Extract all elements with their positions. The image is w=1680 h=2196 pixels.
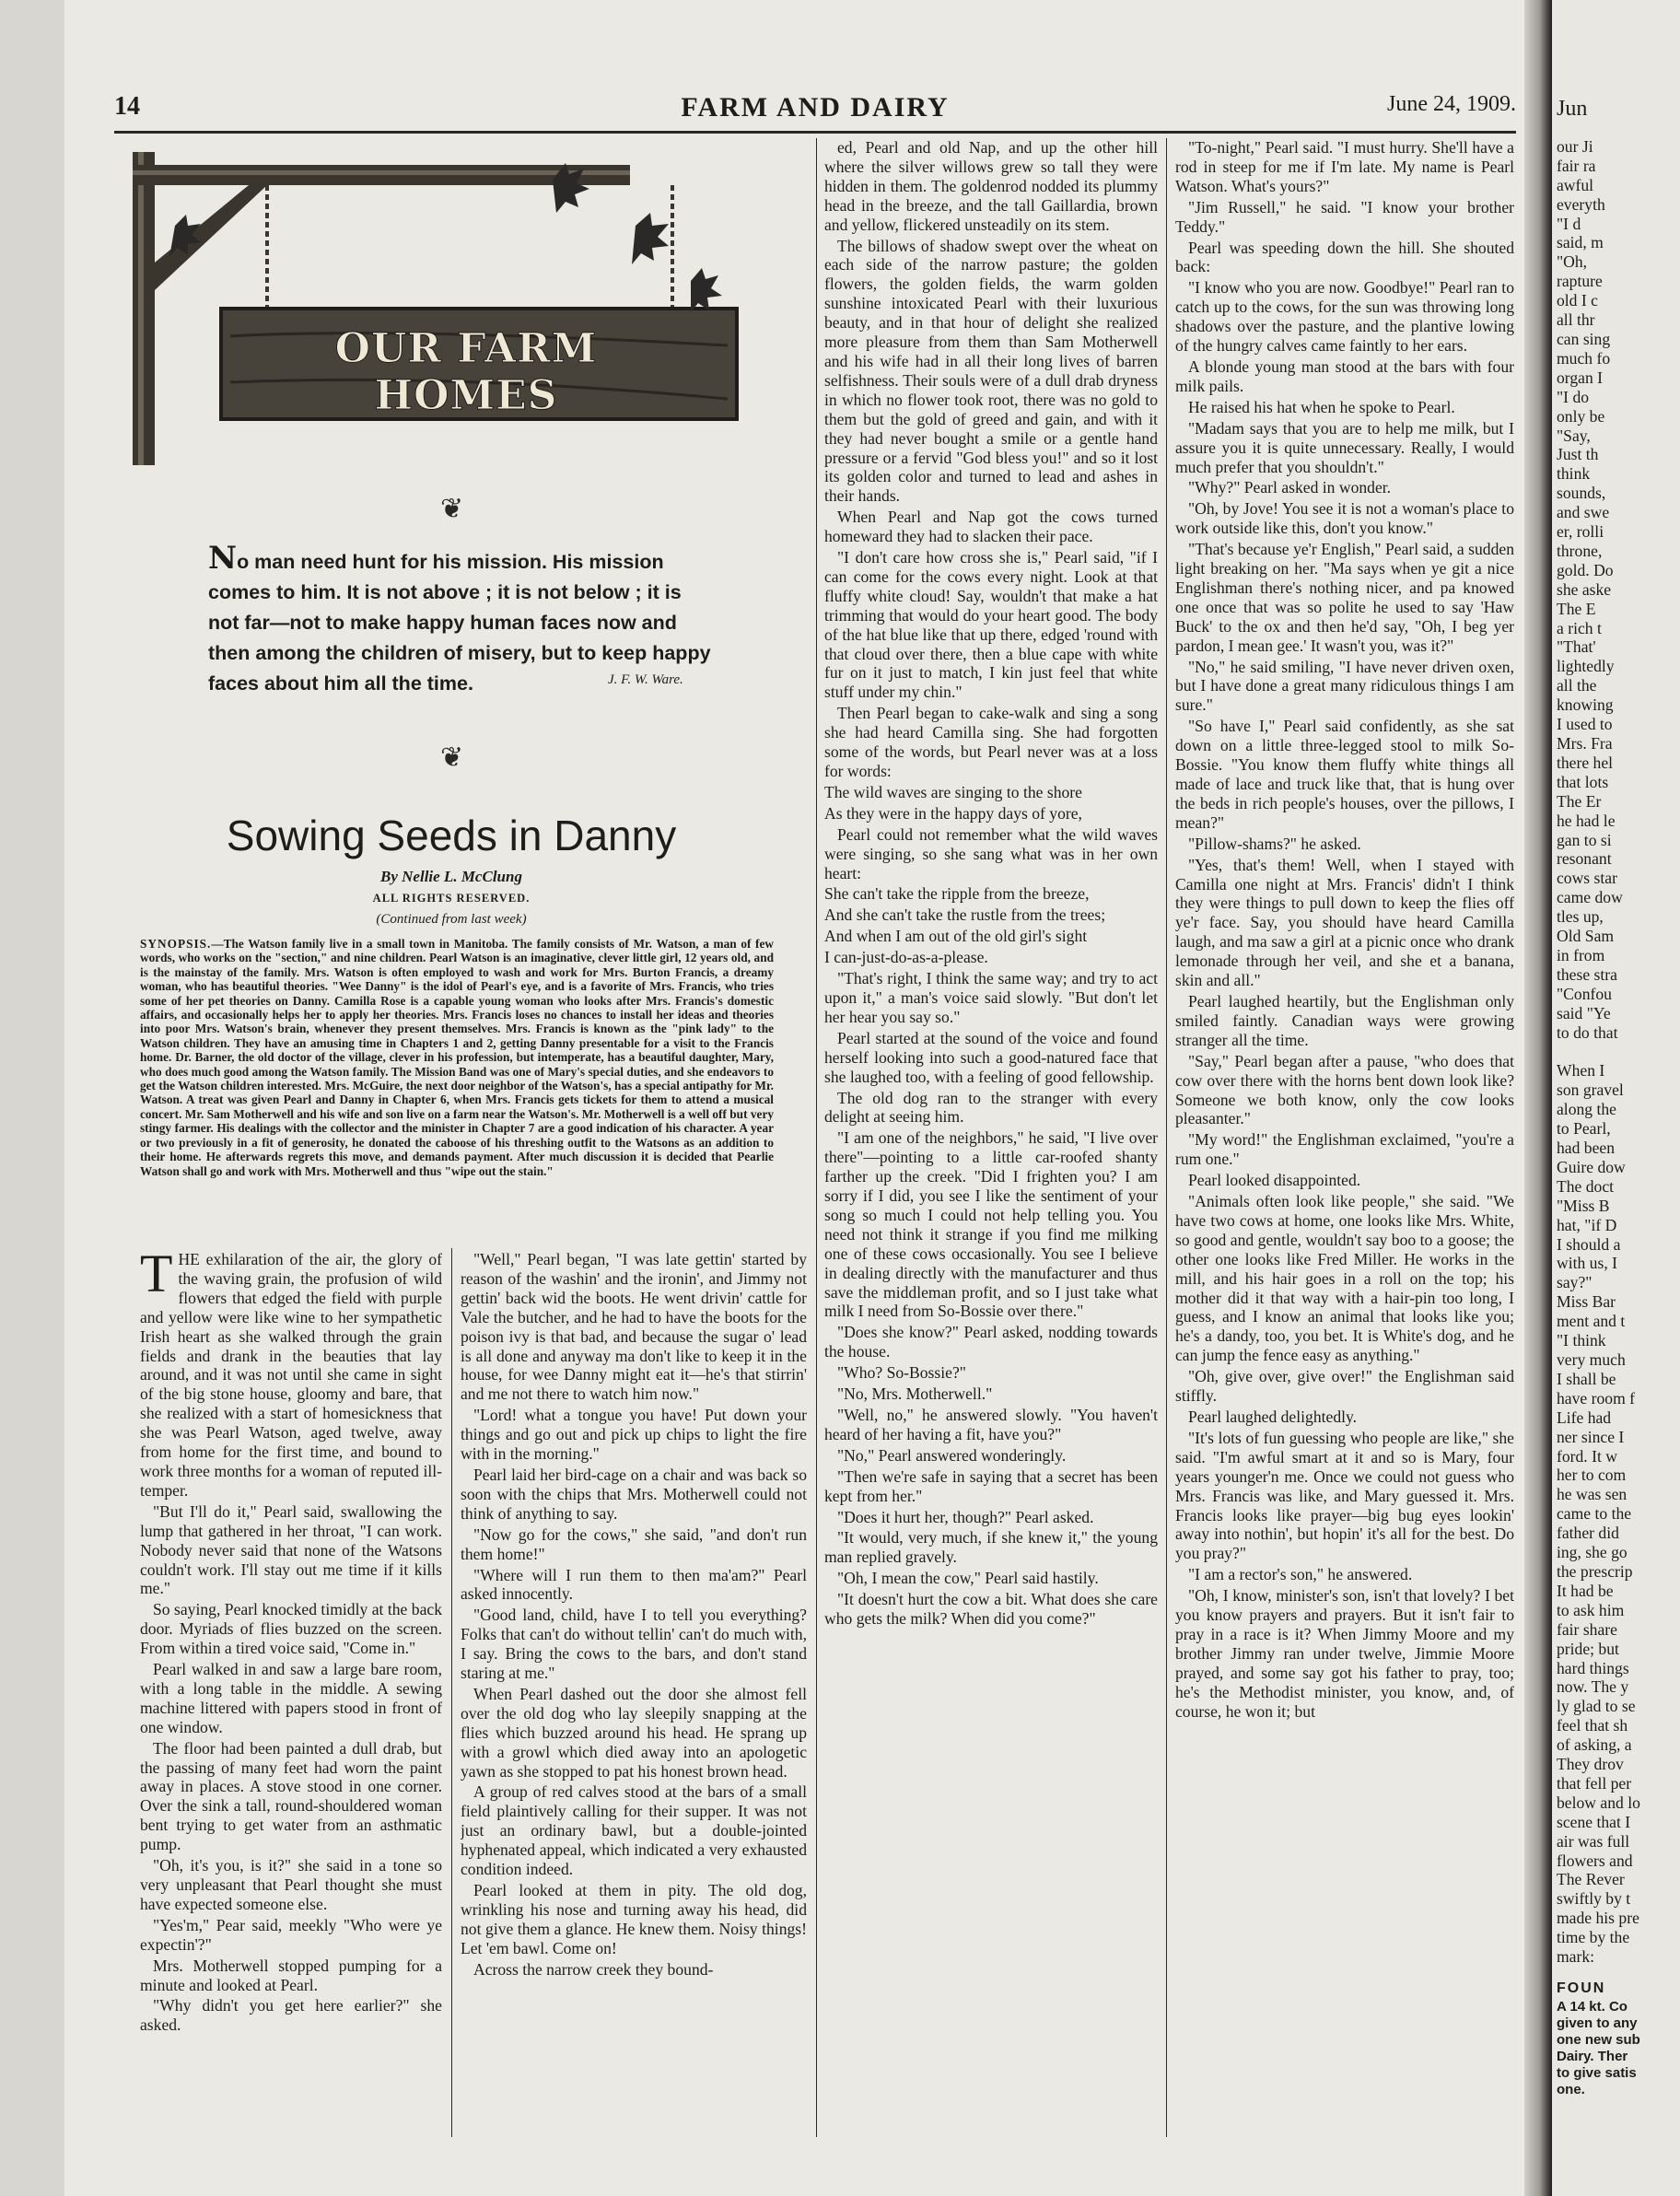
fragment-line: "I d [1557, 214, 1581, 233]
paragraph: The billows of shadow swept over the wheat on each side of the narrow pasture; the golden flowers, the golden fields, the warm golden sunshine intoxicated Pearl with their luxurious beauty, and in that hour of delight she realized more pleasure from them than Sam Motherwell and his wife had in all their long lives of barren selfishness. Their souls were of a dull drab dryness in which no flower took root, there was no gold to them but the gold of greed and gain, and with it they had never bought a smile or a gentle hand pressure or a fervid "God bless you!" and so it lost its golden color and turned to lead and ashes in their hands. [824, 236, 1158, 506]
fragment-line: ment and t [1557, 1312, 1626, 1331]
paragraph: "Why didn't you get here earlier?" she asked. [140, 1996, 442, 2035]
fragment-line: resonant [1557, 849, 1612, 869]
fragment-line: along the [1557, 1100, 1616, 1119]
paragraph: "Oh, by Jove! You see it is not a woman's place to work outside like this, don't you know." [1175, 499, 1514, 538]
fragment-line: had been [1557, 1139, 1616, 1158]
paragraph: THE exhilaration of the air, the glory of the waving grain, the profusion of wild flowers that edged the field with purple and yellow were like wine to her sympathetic Irish heart as she walked through the grain fields and drank in the beauties that lay around, and it was not until she came in sight of the big stone house, gloomy and bare, that she realized with a start of homesickness that she was Pearl Watson, aged twelve, away from home for the first time, and bound to work three months for a woman of reputed ill-temper. [140, 1250, 442, 1500]
quote-initial: N [208, 540, 238, 577]
paragraph: "I don't care how cross she is," Pearl said, "if I can come for the cows every night. Look at that fluffy white cloud! Say, wouldn't that make a hat trimming that would do your heart good. The body of the hat blue like that up there, edged 'round with that cloud over there, then a blue cape with white fur on it just to match, I kin just feel that white stuff under my chin." [824, 548, 1158, 702]
fragment-line: think [1557, 464, 1591, 484]
paragraph: "It would, very much, if she knew it," the young man replied gravely. [824, 1528, 1158, 1567]
fragment-line: these stra [1557, 964, 1617, 984]
paragraph: "Pillow-shams?" he asked. [1188, 834, 1361, 853]
paragraph: The old dog ran to the stranger with every delight at seeing him. [824, 1088, 1158, 1127]
column-rule [816, 138, 817, 2137]
fragment-line: The Rever [1557, 1870, 1625, 1889]
left-margin [0, 0, 64, 2196]
paragraph: "Madam says that you are to help me milk, but I assure you it is quite unnecessary. Really, I would much prefer that you shouldn't." [1175, 418, 1514, 476]
maple-leaf-icon: ❦ [440, 742, 464, 773]
quote-text: o man need hunt for his mission. His mission comes to him. It is not above ; it is not below ; it is not far—not to make happy human faces now and then among the children of misery, but to keep happy faces about him all the time. [208, 551, 711, 695]
fragment-line: Miss Bar [1557, 1292, 1616, 1312]
next-page-fragment [1557, 99, 1680, 2126]
fragment-line: to Pearl, [1557, 1119, 1611, 1139]
paragraph: Mrs. Motherwell stopped pumping for a minute and looked at Pearl. [140, 1956, 442, 1994]
fragment-line: with us, I [1557, 1254, 1617, 1273]
story-synopsis [140, 937, 774, 1241]
paragraph: A blonde young man stood at the bars with four milk pails. [1175, 356, 1514, 395]
fragment-line: to do that [1557, 1022, 1618, 1042]
fragment-line: that lots [1557, 772, 1609, 791]
publication-title: FARM AND DAIRY [681, 92, 950, 123]
fragment-line: came to the [1557, 1504, 1632, 1524]
notice-line: one new sub [1557, 2031, 1640, 2048]
notice-heading: FOUN [1557, 1980, 1606, 1996]
sign-lettering: OUR FARM HOMES [334, 325, 598, 419]
fragment-line: They drov [1557, 1755, 1624, 1774]
paragraph: "Now go for the cows," she said, "and don't run them home!" [461, 1524, 807, 1563]
fragment-line: say?" [1557, 1273, 1592, 1292]
fragment-line: time by the [1557, 1928, 1630, 1947]
fragment-line: to ask him [1557, 1600, 1625, 1619]
fragment-line: "Confou [1557, 984, 1612, 1003]
fragment-line: a rich t [1557, 618, 1602, 637]
paragraph: Across the narrow creek they bound- [473, 1959, 714, 1979]
drop-cap: T [140, 1250, 173, 1303]
fragment-line [1557, 1043, 1680, 1062]
paragraph: "Does she know?" Pearl asked, nodding towards the house. [824, 1323, 1158, 1361]
paragraph: And when I am out of the old girl's sight [824, 927, 1088, 946]
fragment-line: sounds, [1557, 484, 1606, 503]
paragraph: She can't take the ripple from the breeze, [824, 884, 1090, 904]
fragment-line: ford. It w [1557, 1446, 1617, 1466]
paragraph: Pearl could not remember what the wild waves were singing, so she sang what was in her own heart: [824, 824, 1158, 882]
notice-line: one. [1557, 2081, 1585, 2097]
fragment-line: hard things [1557, 1658, 1629, 1677]
fragment-line: The E [1557, 599, 1596, 618]
page-number: 14 [114, 92, 140, 121]
fragment-line: "Say, [1557, 426, 1591, 445]
paragraph: Pearl walked in and saw a large bare room, with a long table in the middle. A sewing machine littered with papers stood in front of one window. [140, 1660, 442, 1736]
fragment-line: Mrs. Fra [1557, 734, 1613, 753]
maple-leaf-icon: ❦ [440, 494, 464, 524]
paragraph: ed, Pearl and old Nap, and up the other hill where the silver willows grew so tall they were hidden in them. The goldenrod nodded its plummy head in the breeze, and the tall Gaillardia, brown and yellow, flickered unsteadily on its stem. [824, 138, 1158, 234]
paragraph: The wild waves are singing to the shore [824, 782, 1082, 801]
paragraph: "Lord! what a tongue you have! Put down your things and go out and pick up chips to light the fire with in the morning." [461, 1406, 807, 1464]
paragraph: "It's lots of fun guessing who people are like," she said. "I'm awful smart at it and so is Mary, four years younger'n me. Once we could not guess who Mrs. Francis was like, and Mary guessed it. Mrs. Francis looks like prayer—big bug eyes lookin' away into nothin', but hopin' it's all for the best. Do you pray?" [1175, 1428, 1514, 1563]
paragraph: So saying, Pearl knocked timidly at the back door. Myriads of flies buzzed on the screen. From within a tired voice said, "Come in." [140, 1600, 442, 1658]
continued-note: (Continued from last week) [376, 912, 527, 927]
fragment-line: feel that sh [1557, 1716, 1628, 1735]
fragment-line: ing, she go [1557, 1543, 1628, 1562]
paragraph: "Oh, give over, give over!" the Englishman said stiffly. [1175, 1367, 1514, 1406]
paragraph: When Pearl and Nap got the cows turned homeward they had to slacken their pace. [824, 508, 1158, 546]
fragment-line: old I c [1557, 291, 1598, 310]
synopsis-label: SYNOPSIS. [140, 937, 212, 951]
fragment-line: came dow [1557, 888, 1623, 907]
rights-notice: ALL RIGHTS RESERVED. [372, 892, 531, 905]
paragraph: Pearl looked at them in pity. The old dog, wrinkling his nose and turning away his head, did not give them a glance. He knew them. Noisy things! Let 'em bawl. Come on! [461, 1881, 807, 1957]
fragment-line: gan to si [1557, 830, 1612, 849]
paragraph: I can-just-do-as-a-please. [824, 948, 988, 967]
fragment-line: ner since I [1557, 1427, 1625, 1446]
fragment-line: fair share [1557, 1619, 1617, 1639]
fragment-line: Just th [1557, 445, 1599, 464]
column-rule [451, 1248, 452, 2137]
fragment-line: gold. Do [1557, 560, 1614, 579]
fragment-line: "I do [1557, 387, 1590, 406]
fragment-line: said "Ye [1557, 1003, 1611, 1022]
paragraph: "Yes'm," Pear said, meekly "Who were ye expectin'?" [140, 1915, 442, 1954]
fragment-line: It had be [1557, 1581, 1614, 1600]
article-column-1 [140, 1250, 442, 2134]
fragment-line: I should a [1557, 1234, 1621, 1254]
fragment-line: awful [1557, 175, 1594, 194]
fragment-line: that fell per [1557, 1773, 1632, 1793]
fragment-line: our Ji [1557, 136, 1593, 156]
fragment-line: she aske [1557, 579, 1612, 599]
paragraph: As they were in the happy days of yore, [824, 803, 1082, 823]
notice-line: to give satis [1557, 2064, 1637, 2081]
fragment-line: knowing [1557, 695, 1614, 715]
fragment-line: father did [1557, 1524, 1619, 1543]
paragraph: "No," he said smiling, "I have never driven oxen, but I have done a great many ridiculous things I am sure." [1175, 657, 1514, 715]
fragment-line: "I think [1557, 1331, 1606, 1350]
fragment-line: her to com [1557, 1466, 1627, 1485]
next-page-header: Jun [1557, 99, 1588, 121]
paragraph: He raised his hat when he spoke to Pearl. [1188, 397, 1455, 416]
binding-gutter [1524, 0, 1552, 2196]
fragment-line: I used to [1557, 715, 1613, 734]
paragraph: And she can't take the rustle from the trees; [824, 905, 1106, 925]
paragraph: "Well, no," he answered slowly. "You haven't heard of her having a fit, have you?" [824, 1406, 1158, 1443]
fragment-line: said, m [1557, 233, 1604, 252]
fragment-line: fair ra [1557, 156, 1596, 175]
fragment-line: er, rolli [1557, 522, 1604, 542]
header-rule [114, 131, 1516, 134]
fragment-line: he had le [1557, 811, 1616, 830]
paragraph: "But I'll do it," Pearl said, swallowing the lump that gathered in her throat, "I can work. Nobody never said that none of the Watsons couldn't work. I'll stay out me time if it kills me." [140, 1501, 442, 1598]
fragment-line: there hel [1557, 753, 1614, 772]
fragment-line: rapture [1557, 272, 1603, 291]
article-column-4 [1175, 138, 1514, 2139]
issue-date: June 24, 1909. [1387, 92, 1516, 116]
fragment-line: all thr [1557, 310, 1595, 330]
fragment-line: organ I [1557, 368, 1603, 387]
fragment-line: son gravel [1557, 1080, 1624, 1100]
fragment-line: Old Sam [1557, 927, 1615, 946]
paragraph: "Why?" Pearl asked in wonder. [1188, 478, 1392, 497]
fragment-line: flowers and [1557, 1851, 1633, 1870]
paragraph: Pearl was speeding down the hill. She shouted back: [1175, 238, 1514, 276]
fragment-line: air was full [1557, 1831, 1630, 1851]
paragraph: "Oh, I know, minister's son, isn't that lovely? I bet you know prayers and prayers. But it isn't fair to pray in a race is it? When Jimmy Moore and my brother Jimmy ran under twelve, Jimmie Moore prayed, and some say got his father to pray, too; he's the Methodist minister, you know, and, of course, he won it; but [1175, 1586, 1514, 1721]
fragment-line: tles up, [1557, 907, 1604, 927]
paragraph: "Who? So-Bossie?" [837, 1363, 966, 1383]
fragment-line: the prescrip [1557, 1561, 1633, 1581]
paragraph: When Pearl dashed out the door she almost fell over the old dog who lay sleepily snapping at the flies which buzzed around his head. He sprang up with a growl which died away into an apologetic yawn as she stopped to pat his honest brown head. [461, 1684, 807, 1781]
fragment-line: mark: [1557, 1947, 1595, 1967]
fragment-line: ly glad to se [1557, 1697, 1636, 1716]
fragment-line: much fo [1557, 348, 1611, 368]
paragraph: "That's right, I think the same way; and try to act upon it," a man's voice said slowly. "But don't let her hear you say so." [824, 969, 1158, 1026]
fragment-line: in from [1557, 945, 1605, 964]
fragment-line: Life had [1557, 1408, 1612, 1427]
synopsis-text: —The Watson family live in a small town in Manitoba. The family consists of Mr. Watson, a man of few words, who works on the "section," and nine children. Pearl Watson is an imaginative, clever little girl, 12 years old, and is the mainstay of the family. Mrs. Watson is often employed to wash and work for Mrs. Burton Francis, a dreamy woman, who has beautiful theories. "Wee Danny" is the idol of Pearl's eye, and is a favorite of Mrs. Francis, who tries some of her pet theories on Danny. Camilla Rose is a capable young woman who looks after Mrs. Francis's domestic affairs, and occasionally helps her to apply her theories. Mrs. Francis loses no chances to install her ideas and theories into poor Mrs. Watson's brain, whenever they present themselves. Mrs. Francis is known as the "pink lady" to the Watson children. They have an amusing time in Chapters 1 and 2, getting Danny presentable for a visit to the Francis home. Dr. Barner, the old doctor of the village, clever in his profession, but intemperate, has a beautiful daughter, Mary, who does much good among the Watson family. The Mission Band was one of Mary's special duties, and she endeavors to get the Watson children interested. Mrs. McGuire, the next door neighbor of the Watson's, has a special antipathy for Mr. Watson. A treat was given Pearl and Danny in Chapter 6, when Mrs. Francis gets tickets for them to attend a musical concert. Mr. Sam Motherwell and his wife and son live on a farm near the Watson's. Mr. Motherwell is a well off but very stingy farmer. His dealings with the collector and the minister in Chapter 7 are a good indication of his character. A year or two previously in a fit of generosity, he donated the caboose of his threshing outfit to the Watsons as an addition to their home. He afterwards regrets this move, and demands payment. After much discussion it is decided that Pearlie Watson shall go and work with Mrs. Motherwell and thus "wipe out the stain." [140, 937, 774, 1178]
paragraph: "Where will I run them to then ma'am?" Pearl asked innocently. [461, 1565, 807, 1604]
paragraph: "That's because ye'r English," Pearl said, a sudden light breaking on her. "Ma says when ye git a nice Englishman there's nothing nicer, and pa knowed one once that was so polite he used to say 'Haw Buck' to the ox and then he'd say, "Oh, I beg yer pardon, I mean gee.' It wasn't you, was it?" [1175, 540, 1514, 655]
paragraph: "Good land, child, have I to tell you everything? Folks that can't do without tellin' can't do much with, I say. Bring the cows to the bars, and don't stand staring at me." [461, 1606, 807, 1683]
fragment-line: pride; but [1557, 1639, 1619, 1658]
paragraph: "Jim Russell," he said. "I know your brother Teddy." [1175, 197, 1514, 236]
fragment-line: The doct [1557, 1176, 1615, 1196]
fragment-line: scene that I [1557, 1812, 1631, 1831]
fragment-line: now. The y [1557, 1677, 1629, 1697]
paragraph: "I am a rector's son," he answered. [1188, 1565, 1413, 1584]
fragment-line: "Oh, [1557, 252, 1588, 272]
paragraph: "Well," Pearl began, "I was late gettin' started by reason of the washin' and the ironin', and Jimmy not gettin' back wid the boots. He went drivin' cattle for Vale the butcher, and he had to have the boots for the poison ivy is that bad, and because the sugar o' lead is all done and anyway ma don't like to keep it in the house, for wee Danny might eat it—he's that stirrin' and me not there to watch him now." [461, 1250, 807, 1404]
article-column-2 [461, 1250, 807, 2134]
notice-line: Dairy. Ther [1557, 2048, 1628, 2064]
fragment-line: everyth [1557, 194, 1605, 214]
paragraph: "Oh, it's you, is it?" she said in a tone so very unpleasant that Pearl thought she must have expected someone else. [140, 1856, 442, 1913]
fragment-line: made his pre [1557, 1909, 1639, 1928]
notice-line: A 14 kt. Co [1557, 1998, 1628, 2015]
fragment-line: swiftly by t [1557, 1889, 1631, 1909]
paragraph: "It doesn't hurt the cow a bit. What does she care who gets the milk? When did you come?" [824, 1590, 1158, 1629]
article-column-3 [824, 138, 1158, 2139]
paragraph: "So have I," Pearl said confidently, as she sat down on a little three-legged stool to milk So-Bossie. "You know them fluffy white things all made of lace and truck like that, that is hung over the beds in rich people's houses, over the pillows, I mean?" [1175, 717, 1514, 832]
paragraph: "Animals often look like people," she said. "We have two cows at home, one looks like Mrs. White, so good and gentle, wouldn't say boo to a goose; the other one looks like Fred Miller. He works in the mill, and his hair goes in a roll on the top; his mother did it that way with a hair-pin too long, I guess, and I know an animal that looks like you; he's a dandy, too, you bet. It is White's dog, and he can jump the fence easy as anything." [1175, 1192, 1514, 1365]
notice-line: given to any [1557, 2015, 1638, 2031]
paragraph: "I am one of the neighbors," he said, "I live over there"—pointing to a little car-roofed shanty farther up the creek. "Did I frighten you? I am sorry if I did, you see I like the sentiment of your song so much I could not help telling you. You need not think it strange if you find me milking one of these cows occasionally. You see I believe in dealing directly with the manufacturer and thus save the middleman profit, and so I just take what milk I need from So-Bossie over there." [824, 1128, 1158, 1321]
fragment-line: below and lo [1557, 1793, 1640, 1812]
fragment-line: "That' [1557, 637, 1596, 657]
fragment-line: Guire dow [1557, 1157, 1626, 1176]
fragment-line: have room f [1557, 1388, 1636, 1408]
paragraph: The floor had been painted a dull drab, but the passing of many feet had worn the paint away in places. A stove stood in one corner. Over the sink a tall, round-shouldered woman bent trying to get water from an asthmatic pump. [140, 1738, 442, 1854]
fragment-line: all the [1557, 676, 1597, 695]
story-title: Sowing Seeds in Danny [226, 812, 677, 859]
fragment-line: When I [1557, 1061, 1605, 1080]
paragraph: "To-night," Pearl said. "I must hurry. She'll have a rod in steep for me if I'm late. My name is Pearl Watson. What's yours?" [1175, 138, 1514, 195]
paragraph: "No," Pearl answered wonderingly. [837, 1445, 1067, 1465]
paragraph: "No, Mrs. Motherwell." [837, 1384, 993, 1404]
fragment-line: lightedly [1557, 657, 1615, 676]
paragraph: Pearl started at the sound of the voice and found herself looking into such a good-natured face that she laughed too, with a feeling of good fellowship. [824, 1028, 1158, 1086]
fragment-line: hat, "if D [1557, 1215, 1617, 1234]
fragment-line: only be [1557, 406, 1605, 426]
fragment-line: and swe [1557, 503, 1610, 522]
paragraph: "Does it hurt her, though?" Pearl asked. [837, 1507, 1094, 1526]
fragment-line: cows star [1557, 869, 1617, 888]
paragraph: "I know who you are now. Goodbye!" Pearl ran to catch up to the cows, for the sun was throwing long shadows over the pasture, and the plantive lowing of the hungry calves came faintly to her ears. [1175, 278, 1514, 356]
paragraph: Pearl laughed delightedly. [1188, 1408, 1358, 1426]
fragment-line: can sing [1557, 329, 1611, 348]
column-rule [1166, 138, 1167, 2137]
quote-attribution: J. F. W. Ware. [608, 672, 683, 687]
fragment-line: very much [1557, 1350, 1626, 1369]
fragment-line: he was sen [1557, 1485, 1628, 1504]
paragraph: "Yes, that's them! Well, when I stayed with Camilla one night at Mrs. Francis' didn't I think they were things to pull down to keep the flies off ye'r face. Say, you should have heard Camilla laugh, and ma saw a girl at a picnic once who drank lemonade through her veil, and she et a banana, skin and all." [1175, 855, 1514, 990]
page-header [114, 92, 1516, 125]
paragraph: "Say," Pearl began after a pause, "who does that cow over there with the horns bent down look like? Someone we both know, only the cow looks pleasanter." [1175, 1051, 1514, 1128]
story-byline: By Nellie L. McClung [380, 868, 522, 885]
fragment-line: I shall be [1557, 1369, 1616, 1388]
paragraph: Pearl laughed heartily, but the Englishman only smiled faintly. Canadian ways were growing stranger all the time. [1175, 991, 1514, 1049]
fragment-line: of asking, a [1557, 1735, 1632, 1755]
paragraph: "Then we're safe in saying that a secret has been kept from her." [824, 1466, 1158, 1505]
fragment-line: "Miss B [1557, 1196, 1610, 1215]
paragraph: Pearl looked disappointed. [1188, 1171, 1361, 1190]
paragraph: A group of red calves stood at the bars of a small field plaintively calling for their supper. It was not just an ordinary bawl, but a double-jointed hyphenated appeal, which indicated a very exhausted condition indeed. [461, 1782, 807, 1879]
paragraph: Pearl laid her bird-cage on a chair and was back so soon with the chips that Mrs. Motherwell could not think of anything to say. [461, 1465, 807, 1523]
paragraph: Then Pearl began to cake-walk and sing a song she had heard Camilla sing. She had forgotten some of the words, but Pearl never was at a loss for words: [824, 704, 1158, 780]
fragment-line: The Er [1557, 791, 1602, 811]
fragment-line: throne, [1557, 541, 1603, 560]
paragraph: "Oh, I mean the cow," Pearl said hastily. [837, 1569, 1099, 1588]
paragraph: "My word!" the Englishman exclaimed, "you're a rum one." [1175, 1130, 1514, 1169]
